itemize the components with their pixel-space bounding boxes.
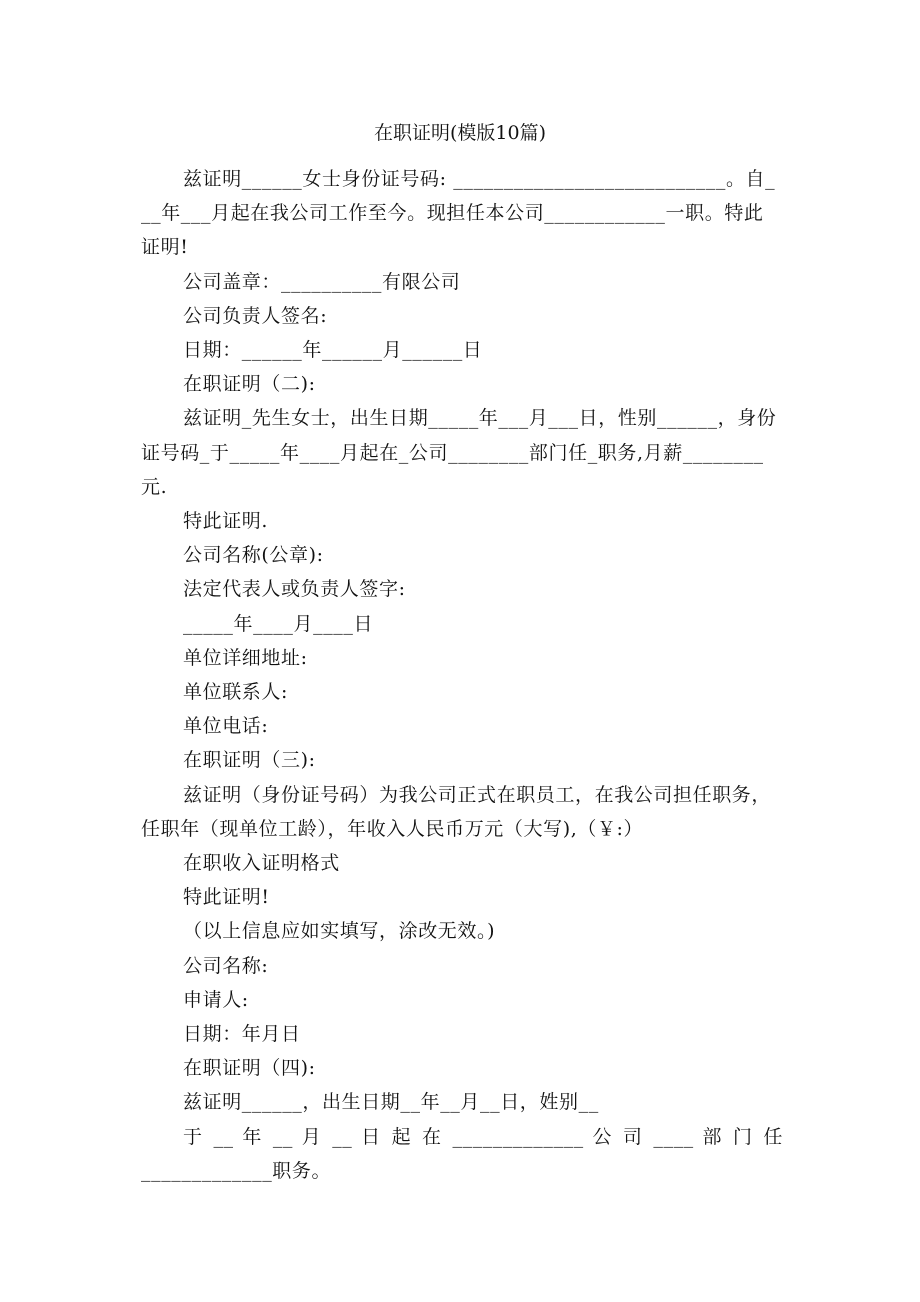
section-heading-4: 在职证明（四): (183, 1057, 316, 1080)
paragraph-4-line-3: _____________职务。 (141, 1159, 332, 1182)
document-body (141, 162, 783, 1188)
phone-line: 单位电话: (183, 715, 269, 738)
date-line-3: 日期：年月日 (183, 1023, 301, 1046)
paragraph-2: 兹证明_先生女士，出生日期_____年___月___日，性别______，身份证号码_于_____年____月起在_公司________部门任_职务,月薪________元. (141, 407, 777, 498)
company-name-line: 公司名称: (183, 954, 269, 977)
section-heading-2: 在职证明（二): (183, 373, 316, 396)
paragraph-3: 兹证明（身份证号码）为我公司正式在职员工，在我公司担任职务，任职年（现单位工龄），年收入人民币万元（大写),（￥:） (141, 783, 772, 840)
date-line-2: _____年____月____日 (183, 612, 374, 635)
paragraph-1: 兹证明______女士身份证号码: ___________________________。自___年___月起在我公司工作至今。现担任本公司____________一职。特此证明! (141, 168, 776, 259)
closing-line-3: 特此证明! (183, 886, 270, 909)
document-title: 在职证明(模版10篇) (373, 122, 546, 144)
date-line: 日期：______年______月______日 (183, 339, 483, 362)
company-signature-line: 公司负责人签名: (183, 304, 328, 327)
income-format-line: 在职收入证明格式 (183, 852, 340, 875)
address-line: 单位详细地址: (183, 646, 308, 669)
contact-person-line: 单位联系人: (183, 681, 289, 704)
company-seal-line: 公司盖章：__________有限公司 (183, 270, 461, 293)
company-name-seal-line: 公司名称(公章): (183, 544, 324, 567)
closing-line-2: 特此证明. (183, 510, 269, 533)
applicant-line: 申请人: (183, 988, 249, 1011)
notice-line: （以上信息应如实填写，涂改无效。) (183, 920, 496, 943)
paragraph-4-line-2: 于 __ 年 __ 月 __ 日 起 在 _____________ 公 司 ____ 部 门 任 (183, 1125, 783, 1148)
legal-representative-line: 法定代表人或负责人签字: (183, 578, 406, 601)
paragraph-4: 兹证明______，出生日期__年__月__日，姓别__ (183, 1091, 599, 1114)
section-heading-3: 在职证明（三): (183, 749, 316, 772)
